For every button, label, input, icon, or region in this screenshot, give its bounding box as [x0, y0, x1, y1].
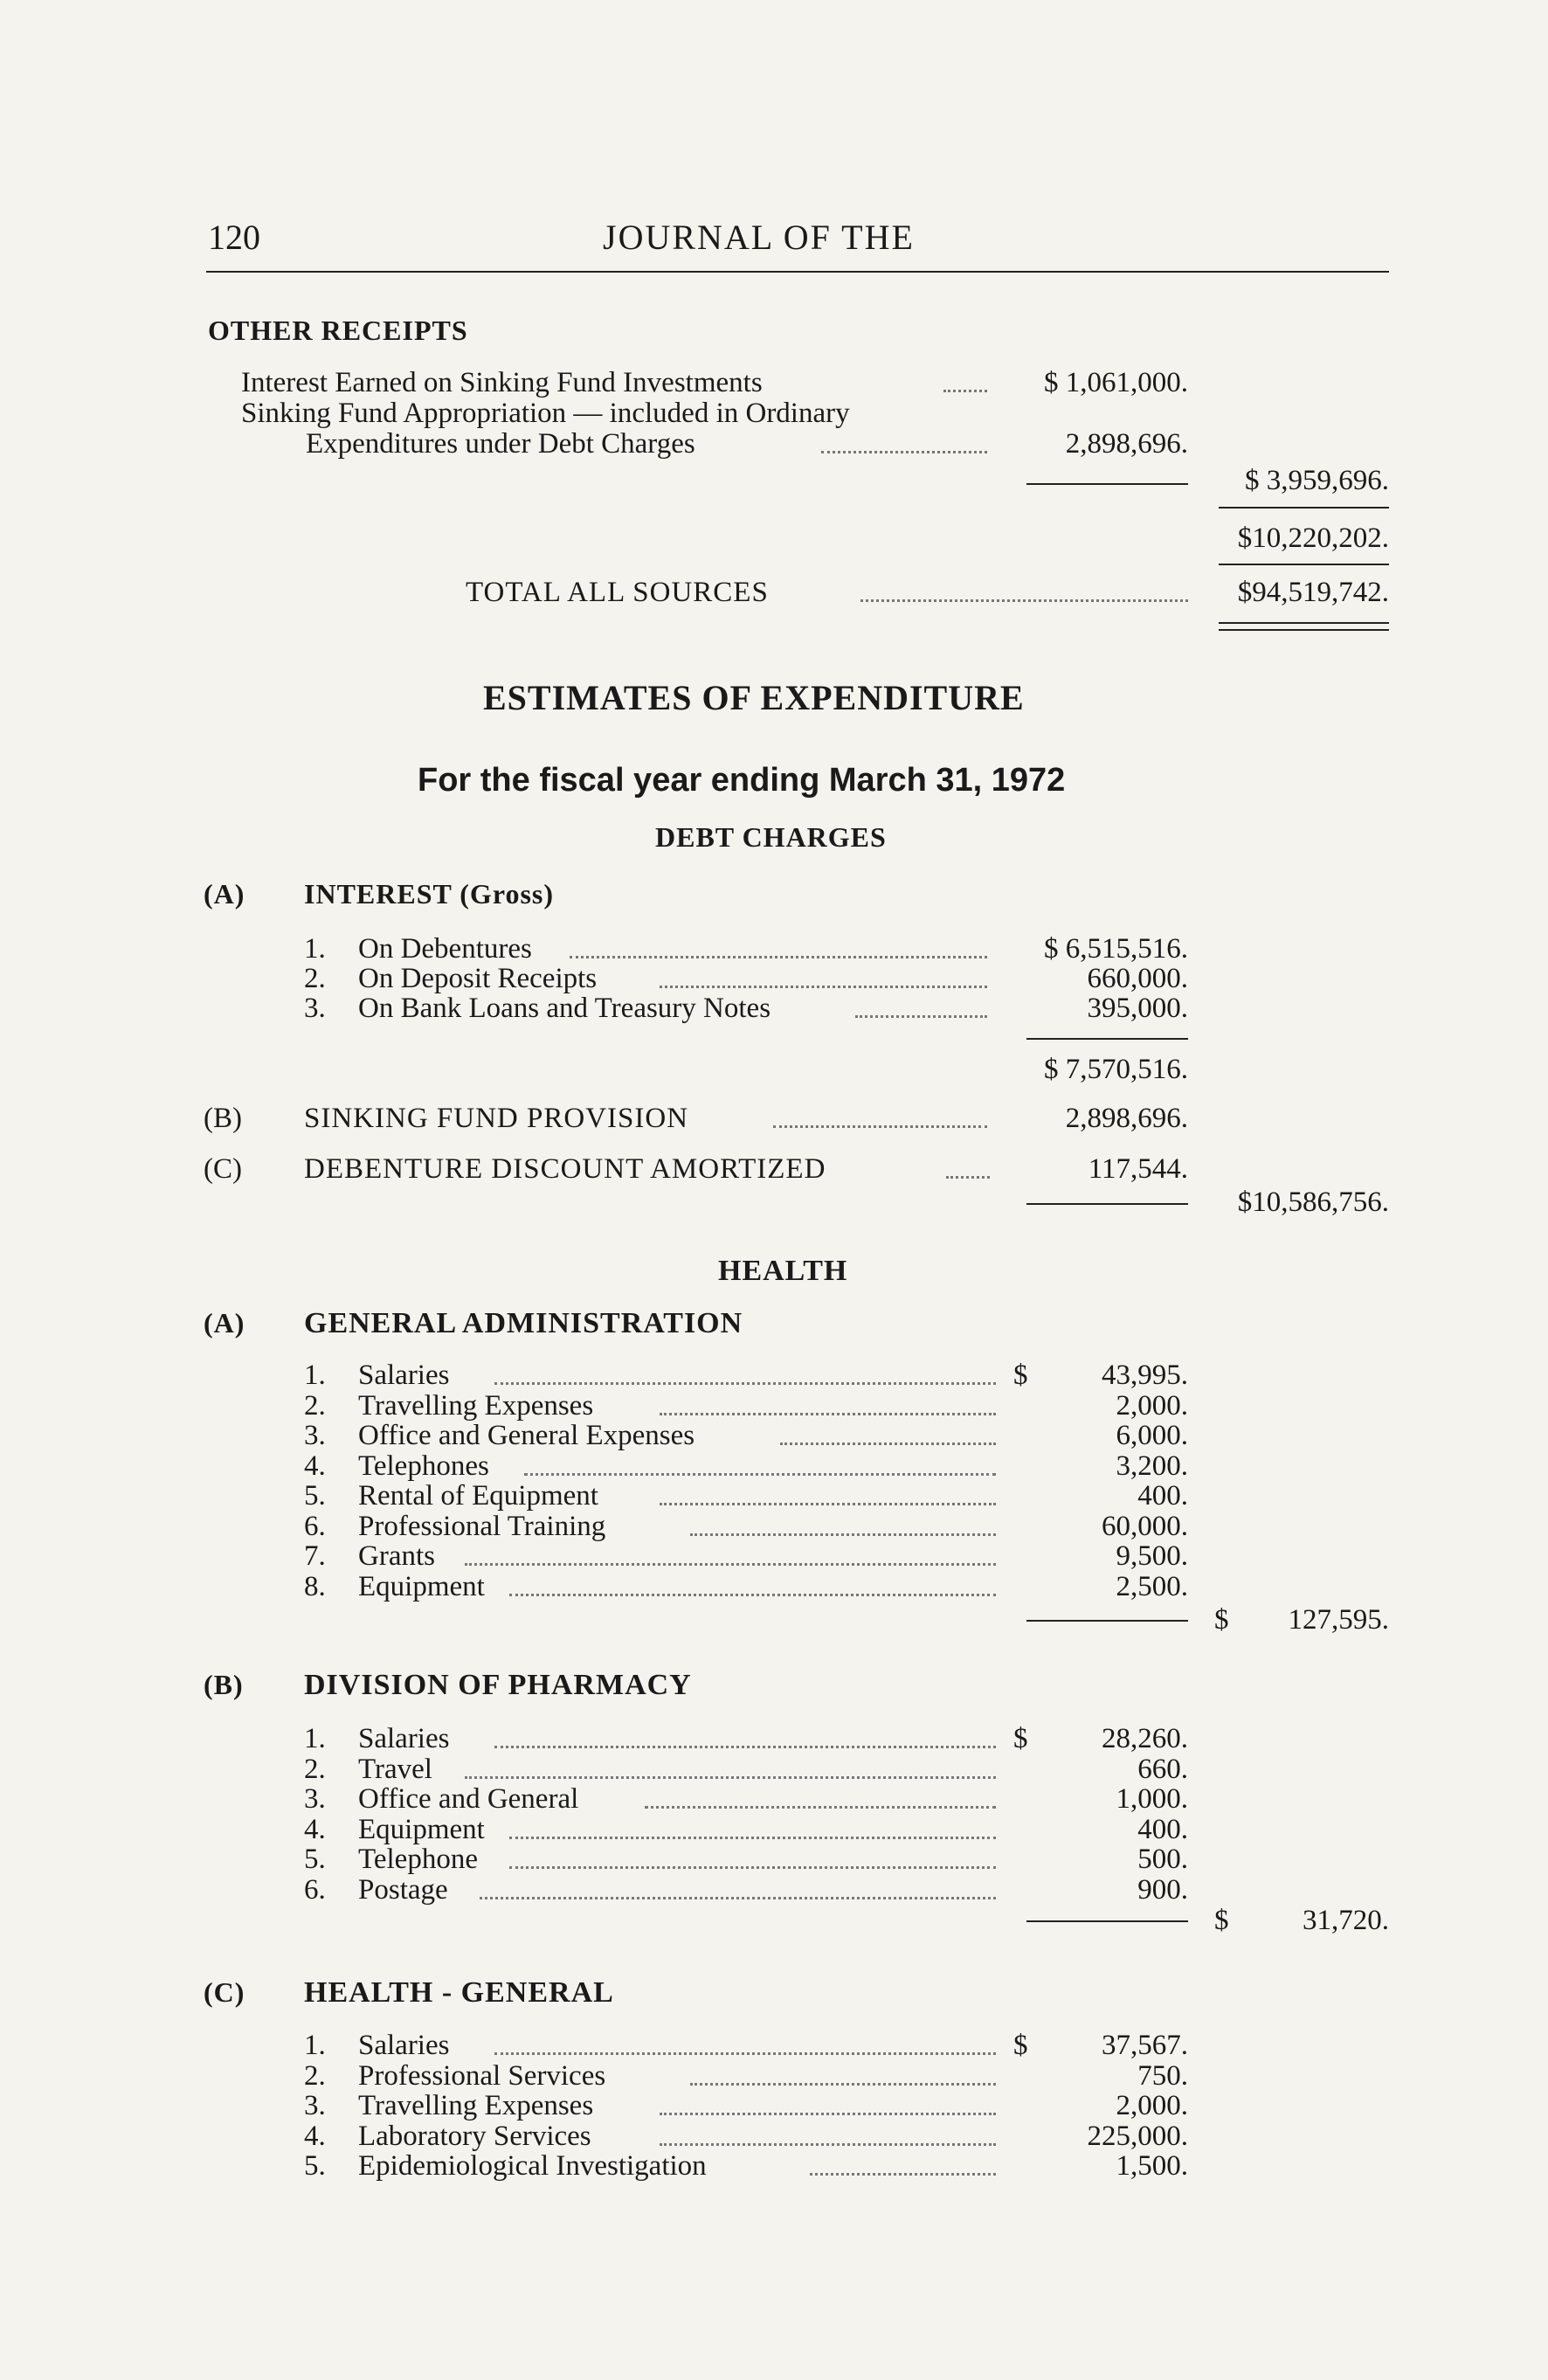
- all-sources-double-rule: [1219, 622, 1389, 624]
- item-number: 5.: [304, 1480, 326, 1512]
- debt-a-label: INTEREST (Gross): [304, 878, 554, 910]
- item-label: Office and General Expenses: [358, 1420, 695, 1451]
- leader-dots: [480, 1897, 996, 1899]
- item-label: Rental of Equipment: [358, 1480, 598, 1512]
- item-label: Salaries: [358, 2030, 450, 2061]
- debt-b-label: SINKING FUND PROVISION: [304, 1103, 689, 1134]
- receipt-line2-amount: 2,898,696.: [1065, 428, 1188, 460]
- item-label: Office and General: [358, 1783, 579, 1815]
- item-amount: 1,500.: [1116, 2150, 1188, 2182]
- item-amount: 2,500.: [1116, 1570, 1188, 1602]
- item-amount: 500.: [1137, 1844, 1188, 1875]
- leader-dots: [660, 1503, 996, 1505]
- item-number: 3.: [304, 1420, 326, 1451]
- item-amount: $ 6,515,516.: [1044, 933, 1188, 965]
- health-c-label: HEALTH - GENERAL: [304, 1976, 614, 2009]
- item-number: 1.: [304, 1360, 326, 1391]
- item-amount: 43,995.: [1102, 1360, 1188, 1391]
- total-receipts-rule: [1219, 507, 1389, 509]
- dollar-sign: $: [1013, 1360, 1028, 1391]
- item-label: Travelling Expenses: [358, 2090, 594, 2121]
- item-label: Salaries: [358, 1723, 450, 1754]
- item-label: On Deposit Receipts: [358, 963, 598, 994]
- item-number: 1.: [304, 933, 326, 965]
- item-amount: 395,000.: [1087, 993, 1188, 1024]
- item-label: Telephone: [358, 1844, 478, 1875]
- leader-dots: [570, 956, 987, 958]
- leader-dots: [860, 599, 1188, 602]
- item-number: 3.: [304, 1783, 326, 1815]
- item-amount: 750.: [1137, 2059, 1188, 2092]
- leader-dots: [690, 2083, 996, 2086]
- receipt-line1-label: Interest Earned on Sinking Fund Investments: [241, 367, 763, 398]
- item-label: Postage: [358, 1873, 448, 1906]
- leader-dots: [494, 1746, 996, 1748]
- leader-dots: [660, 2113, 996, 2115]
- health-b-letter: (B): [204, 1669, 244, 1700]
- leader-dots: [524, 1473, 996, 1476]
- item-number: 6.: [304, 1873, 326, 1906]
- item-label: On Bank Loans and Treasury Notes: [358, 993, 771, 1024]
- item-amount: 28,260.: [1102, 1723, 1188, 1754]
- receipt-line2-label-b: Expenditures under Debt Charges: [306, 428, 695, 460]
- item-number: 4.: [304, 2120, 326, 2152]
- leader-dots: [494, 1382, 996, 1385]
- item-number: 1.: [304, 2030, 326, 2061]
- item-amount: 6,000.: [1116, 1420, 1188, 1451]
- item-number: 7.: [304, 1540, 326, 1572]
- receipt-line2-label-a: Sinking Fund Appropriation — included in Ordinary: [241, 398, 850, 429]
- leader-dots: [494, 2052, 996, 2055]
- item-number: 2.: [304, 1753, 326, 1785]
- leader-dots: [645, 1806, 996, 1809]
- debt-c-amount: 117,544.: [1088, 1153, 1188, 1185]
- page-number: 120: [208, 218, 260, 257]
- health-a-label: GENERAL ADMINISTRATION: [304, 1307, 743, 1339]
- item-label: Laboratory Services: [358, 2120, 591, 2152]
- leader-dots: [821, 451, 987, 453]
- health-b-label: DIVISION OF PHARMACY: [304, 1669, 692, 1701]
- journal-title: JOURNAL OF THE: [603, 218, 915, 257]
- item-amount: 2,000.: [1116, 1389, 1188, 1422]
- item-number: 3.: [304, 993, 326, 1024]
- item-label: Equipment: [358, 1813, 485, 1845]
- health-a-total-dollar: $: [1214, 1604, 1229, 1636]
- leader-dots: [509, 1594, 996, 1596]
- leader-dots: [780, 1443, 996, 1445]
- leader-dots: [690, 1533, 996, 1536]
- item-label: Telephones: [358, 1449, 489, 1482]
- debt-b-letter: (B): [204, 1103, 242, 1134]
- item-amount: 900.: [1137, 1873, 1188, 1906]
- item-number: 2.: [304, 1389, 326, 1422]
- receipts-subtotal: $ 3,959,696.: [1245, 465, 1389, 496]
- leader-dots: [509, 1866, 996, 1869]
- item-number: 8.: [304, 1570, 326, 1602]
- interest-subtotal-rule: [1026, 1038, 1188, 1040]
- leader-dots: [660, 986, 987, 988]
- leader-dots: [943, 390, 987, 392]
- health-a-letter: (A): [204, 1307, 245, 1339]
- item-label: Grants: [358, 1540, 435, 1572]
- item-amount: 60,000.: [1102, 1510, 1188, 1542]
- item-label: Salaries: [358, 1360, 450, 1391]
- health-a-total-rule: [1026, 1620, 1188, 1622]
- header-rule: [206, 271, 1389, 273]
- dollar-sign: $: [1013, 1723, 1028, 1754]
- item-number: 3.: [304, 2090, 326, 2121]
- health-c-letter: (C): [204, 1976, 245, 2008]
- leader-dots: [660, 2143, 996, 2146]
- item-amount: 2,000.: [1116, 2090, 1188, 2121]
- all-sources-double-rule: [1219, 629, 1389, 631]
- estimates-subtitle: For the fiscal year ending March 31, 1972: [418, 762, 1066, 799]
- other-receipts-heading: OTHER RECEIPTS: [208, 315, 468, 346]
- debt-a-letter: (A): [204, 878, 245, 910]
- estimates-title: ESTIMATES OF EXPENDITURE: [483, 678, 1025, 717]
- item-label: Equipment: [358, 1570, 485, 1602]
- item-amount: 1,000.: [1116, 1783, 1188, 1815]
- all-sources-rule: [1219, 564, 1389, 565]
- item-label: Professional Training: [358, 1510, 606, 1542]
- leader-dots: [773, 1125, 987, 1128]
- item-label: Travelling Expenses: [358, 1389, 594, 1422]
- item-label: Professional Services: [358, 2059, 606, 2092]
- item-number: 6.: [304, 1510, 326, 1542]
- item-number: 4.: [304, 1449, 326, 1482]
- leader-dots: [509, 1837, 996, 1839]
- debt-charges-heading: DEBT CHARGES: [655, 821, 887, 853]
- health-a-total: 127,595.: [1288, 1604, 1389, 1636]
- item-amount: 9,500.: [1116, 1540, 1188, 1572]
- all-sources-label: TOTAL ALL SOURCES: [466, 577, 769, 608]
- debt-total: $10,586,756.: [1237, 1187, 1389, 1218]
- item-number: 2.: [304, 2059, 326, 2092]
- leader-dots: [810, 2173, 996, 2176]
- all-sources-amount: $94,519,742.: [1237, 577, 1389, 608]
- debt-total-rule: [1026, 1203, 1188, 1205]
- leader-dots: [465, 1776, 996, 1779]
- subtotal-rule: [1026, 483, 1188, 485]
- item-amount: 660.: [1137, 1753, 1188, 1785]
- item-amount: 400.: [1137, 1480, 1188, 1512]
- interest-total: $ 7,570,516.: [1044, 1054, 1188, 1085]
- leader-dots: [855, 1015, 987, 1018]
- health-b-total: 31,720.: [1303, 1905, 1389, 1936]
- item-number: 5.: [304, 1844, 326, 1875]
- item-label: Travel: [358, 1753, 432, 1785]
- debt-c-letter: (C): [204, 1153, 242, 1185]
- item-label: Epidemiological Investigation: [358, 2150, 707, 2182]
- debt-b-amount: 2,898,696.: [1065, 1103, 1188, 1134]
- health-b-total-rule: [1026, 1920, 1188, 1922]
- item-amount: 37,567.: [1102, 2030, 1188, 2061]
- item-amount: 400.: [1137, 1813, 1188, 1845]
- item-amount: 660,000.: [1087, 963, 1188, 994]
- item-number: 5.: [304, 2150, 326, 2182]
- item-label: On Debentures: [358, 933, 532, 965]
- item-number: 1.: [304, 1723, 326, 1754]
- dollar-sign: $: [1013, 2030, 1028, 2061]
- leader-dots: [660, 1413, 996, 1415]
- item-amount: 3,200.: [1116, 1449, 1188, 1482]
- item-number: 2.: [304, 963, 326, 994]
- leader-dots: [946, 1176, 990, 1179]
- item-number: 4.: [304, 1813, 326, 1845]
- health-heading: HEALTH: [718, 1255, 848, 1287]
- receipt-line1-amount: $ 1,061,000.: [1044, 367, 1188, 398]
- health-b-total-dollar: $: [1214, 1905, 1229, 1936]
- total-receipts: $10,220,202.: [1237, 522, 1389, 554]
- item-amount: 225,000.: [1087, 2120, 1188, 2152]
- leader-dots: [465, 1563, 996, 1566]
- debt-c-label: DEBENTURE DISCOUNT AMORTIZED: [304, 1153, 826, 1185]
